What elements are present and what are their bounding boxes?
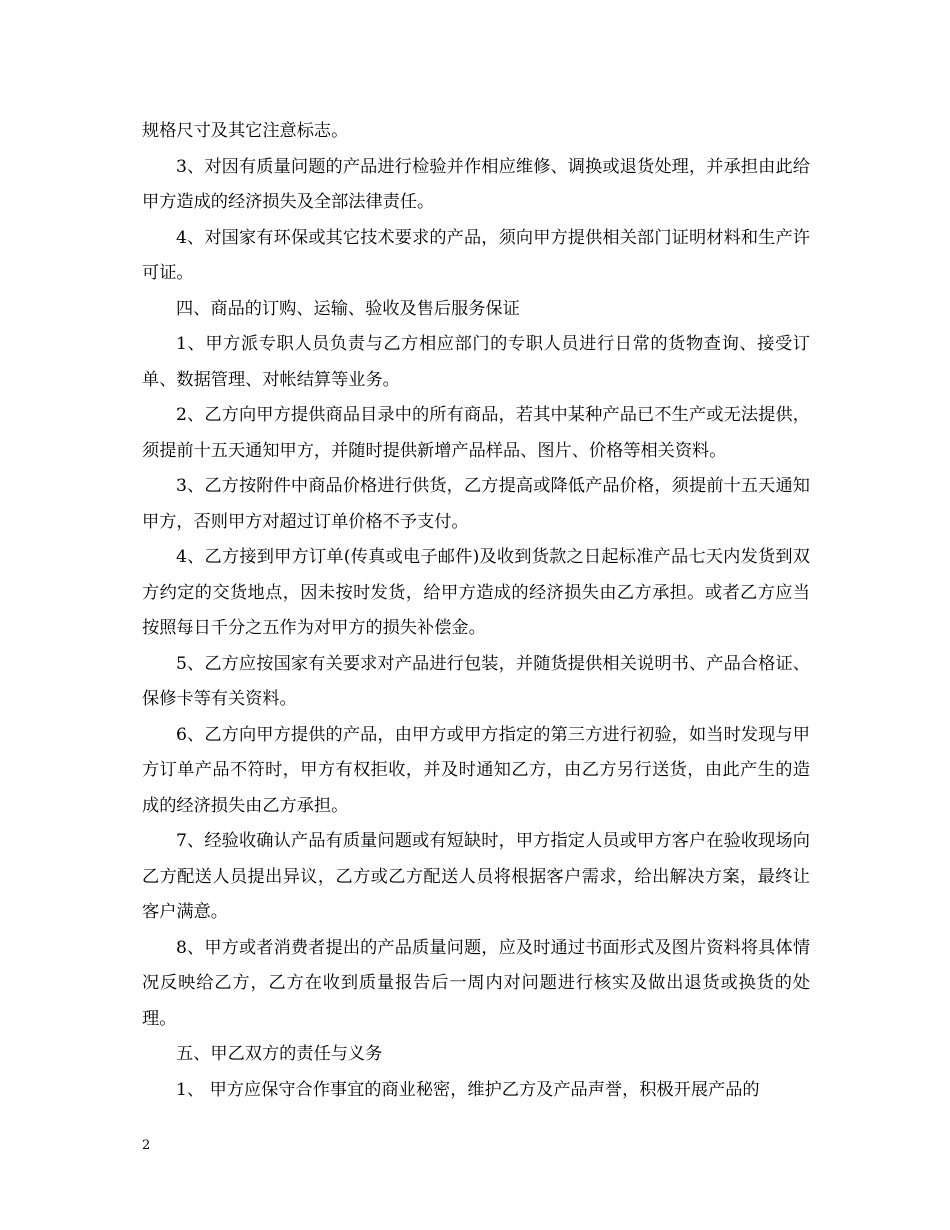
paragraph-4-3-pricing: 3、乙方按附件中商品价格进行供货，乙方提高或降低产品价格，须提前十五天通知甲方，否则甲方对超过订单价格不予支付。 <box>142 476 810 532</box>
section-heading-5: 五、甲乙双方的责任与义务 <box>176 1044 383 1064</box>
document-body <box>142 114 810 1108</box>
paragraph-5-1-confidentiality: 1、 甲方应保守合作事宜的商业秘密，维护乙方及产品声誉，积极开展产品的 <box>176 1079 760 1100</box>
paragraph-4-8-complaints: 8、甲方或者消费者提出的产品质量问题，应及时通过书面形式及图片资料将具体情况反映给乙方，乙方在收到质量报告后一周内对问题进行核实及做出退货或换货的处理。 <box>142 937 810 1029</box>
paragraph-4-1-staffing: 1、甲方派专职人员负责与乙方相应部门的专职人员进行日常的货物查询、接受订单、数据管理、对帐结算等业务。 <box>142 334 810 390</box>
page-number: 2 <box>142 1138 151 1153</box>
paragraph-continuation: 规格尺寸及其它注意标志。 <box>142 121 349 141</box>
paragraph-clause-4-environmental: 4、对国家有环保或其它技术要求的产品，须向甲方提供相关部门证明材料和生产许可证。 <box>142 227 810 283</box>
paragraph-4-7-quality-issues: 7、经验收确认产品有质量问题或有短缺时，甲方指定人员或甲方客户在验收现场向乙方配送人员提出异议，乙方或乙方配送人员将根据客户需求，给出解决方案，最终让客户满意。 <box>142 831 810 922</box>
paragraph-clause-3-inspection: 3、对因有质量问题的产品进行检验并作相应维修、调换或退货处理，并承担由此给甲方造成的经济损失及全部法律责任。 <box>142 156 810 212</box>
paragraph-4-2-catalog: 2、乙方向甲方提供商品目录中的所有商品，若其中某种产品已不生产或无法提供，须提前十五天通知甲方，并随时提供新增产品样品、图片、价格等相关资料。 <box>142 405 810 461</box>
section-heading-4: 四、商品的订购、运输、验收及售后服务保证 <box>176 298 520 319</box>
paragraph-4-4-delivery: 4、乙方接到甲方订单(传真或电子邮件)及收到货款之日起标准产品七天内发货到双方约定的交货地点，因未按时发货，给甲方造成的经济损失由乙方承担。或者乙方应当按照每日千分之五作为对甲方的损失补偿金。 <box>142 547 810 638</box>
paragraph-4-5-packaging: 5、乙方应按国家有关要求对产品进行包装，并随货提供相关说明书、产品合格证、保修卡等有关资料。 <box>142 653 810 709</box>
paragraph-4-6-inspection: 6、乙方向甲方提供的产品，由甲方或甲方指定的第三方进行初验，如当时发现与甲方订单产品不符时，甲方有权拒收，并及时通知乙方，由乙方另行送货，由此产生的造成的经济损失由乙方承担。 <box>142 724 810 816</box>
